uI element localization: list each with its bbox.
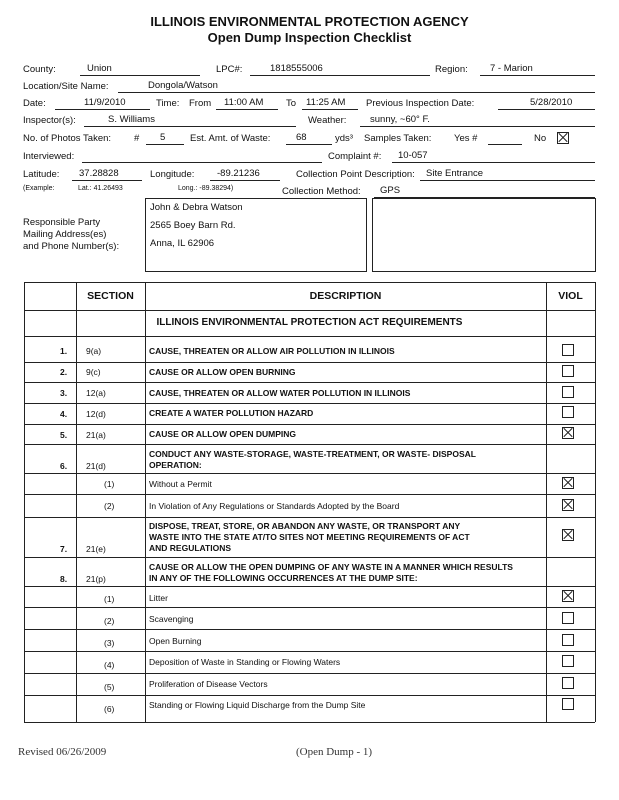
- row-4-viol-checkbox[interactable]: [562, 406, 574, 418]
- act-requirements-header: ILLINOIS ENVIRONMENTAL PROTECTION ACT REQUIREMENTS: [156, 317, 463, 328]
- row-6-section: 21(d): [86, 461, 106, 471]
- photos-value[interactable]: 5: [160, 132, 166, 143]
- latitude-value[interactable]: 37.28828: [79, 168, 119, 179]
- waste-label: Est. Amt. of Waste:: [190, 133, 271, 144]
- weather-label: Weather:: [308, 115, 347, 126]
- collection-method-label: Collection Method:: [282, 186, 361, 197]
- party-label-3: and Phone Number(s):: [23, 241, 120, 252]
- row-6-description-line-1: CONDUCT ANY WASTE-STORAGE, WASTE-TREATMENT, OR WASTE- DISPOSAL: [149, 449, 476, 459]
- row-5-section: 21(a): [86, 430, 106, 440]
- party-line-2: 2565 Boey Barn Rd.: [150, 220, 236, 231]
- waste-unit: yds³: [335, 133, 353, 144]
- party-line-1: John & Debra Watson: [150, 202, 243, 213]
- section-header: SECTION: [87, 290, 134, 302]
- waste-value[interactable]: 68: [296, 132, 307, 143]
- row-8-2-description: Scavenging: [149, 614, 194, 624]
- weather-value[interactable]: sunny, ~60° F.: [370, 114, 430, 125]
- date-value[interactable]: 11/9/2010: [84, 97, 126, 108]
- row-8-3-viol-checkbox[interactable]: [562, 634, 574, 646]
- description-header: DESCRIPTION: [309, 290, 382, 302]
- row-6-1-viol-checkbox[interactable]: [562, 477, 574, 489]
- row-8-3-description: Open Burning: [149, 636, 202, 646]
- row-7-viol-checkbox[interactable]: [562, 529, 574, 541]
- row-8-1-description: Litter: [149, 593, 168, 603]
- row-5-viol-checkbox[interactable]: [562, 427, 574, 439]
- row-8-6-viol-checkbox[interactable]: [562, 698, 574, 710]
- samples-label: Samples Taken:: [364, 133, 432, 144]
- longitude-value[interactable]: -89.21236: [217, 168, 260, 179]
- inspector-label: Inspector(s):: [23, 115, 76, 126]
- row-7-description-line-3: AND REGULATIONS: [149, 543, 232, 553]
- party-line-3: Anna, IL 62906: [150, 238, 215, 249]
- viol-header: VIOL: [558, 290, 583, 302]
- row-8-2-sub: (2): [104, 616, 115, 626]
- samples-no-label: No: [534, 133, 547, 144]
- row-6-2-sub: (2): [104, 501, 115, 511]
- prev-insp-label: Previous Inspection Date:: [366, 98, 475, 109]
- region-label: Region:: [435, 64, 468, 75]
- interviewed-label: Interviewed:: [23, 151, 75, 162]
- county-label: County:: [23, 64, 56, 75]
- row-8-description-line-2: IN ANY OF THE FOLLOWING OCCURRENCES AT THE DUMP SITE:: [149, 573, 418, 583]
- row-8-3-sub: (3): [104, 638, 115, 648]
- photos-hash: #: [134, 133, 140, 144]
- location-value[interactable]: Dongola/Watson: [148, 80, 218, 91]
- row-8-6-description: Standing or Flowing Liquid Discharge from the Dump Site: [149, 700, 366, 710]
- party-box-2[interactable]: [372, 198, 596, 272]
- row-8-description-line-1: CAUSE OR ALLOW THE OPEN DUMPING OF ANY WASTE IN A MANNER WHICH RESULTS: [149, 562, 513, 572]
- region-value[interactable]: 7 - Marion: [490, 63, 533, 74]
- to-label: To: [286, 98, 297, 109]
- time-to-value[interactable]: 11:25 AM: [306, 97, 346, 108]
- time-from-value[interactable]: 11:00 AM: [224, 97, 264, 108]
- row-7-number: 7.: [60, 544, 68, 554]
- row-3-description: CAUSE, THREATEN OR ALLOW WATER POLLUTION IN ILLINOIS: [149, 388, 411, 398]
- row-1-viol-checkbox[interactable]: [562, 344, 574, 356]
- party-label-1: Responsible Party: [23, 217, 101, 228]
- longitude-label: Longitude:: [150, 169, 195, 180]
- row-8-4-sub: (4): [104, 660, 115, 670]
- example-long: Long.: -89.38294): [178, 185, 234, 192]
- samples-no-checkbox[interactable]: [557, 132, 569, 144]
- row-2-viol-checkbox[interactable]: [562, 365, 574, 377]
- example-label: (Example:: [23, 185, 55, 192]
- row-8-4-viol-checkbox[interactable]: [562, 655, 574, 667]
- latitude-label: Latitude:: [23, 169, 60, 180]
- row-8-5-viol-checkbox[interactable]: [562, 677, 574, 689]
- example-lat: Lat.: 41.26493: [78, 185, 123, 192]
- prev-insp-value[interactable]: 5/28/2010: [530, 97, 573, 108]
- collection-point-label: Collection Point Description:: [296, 169, 415, 180]
- row-7-section: 21(e): [86, 544, 106, 554]
- row-3-number: 3.: [60, 388, 68, 398]
- row-8-1-viol-checkbox[interactable]: [562, 590, 574, 602]
- row-6-2-viol-checkbox[interactable]: [562, 499, 574, 511]
- party-label-2: Mailing Address(es): [23, 229, 107, 240]
- form-title: Open Dump Inspection Checklist: [207, 30, 412, 45]
- row-6-2-description: In Violation of Any Regulations or Standards Adopted by the Board: [149, 501, 400, 511]
- row-8-6-sub: (6): [104, 704, 115, 714]
- row-4-number: 4.: [60, 409, 68, 419]
- row-1-section: 9(a): [86, 346, 102, 356]
- row-2-section: 9(c): [86, 367, 101, 377]
- row-7-description-line-1: DISPOSE, TREAT, STORE, OR ABANDON ANY WASTE, OR TRANSPORT ANY: [149, 521, 461, 531]
- page-label: (Open Dump - 1): [296, 746, 373, 758]
- inspector-value[interactable]: S. Williams: [108, 114, 155, 125]
- county-value[interactable]: Union: [87, 63, 112, 74]
- row-4-section: 12(d): [86, 409, 106, 419]
- row-8-section: 21(p): [86, 574, 106, 584]
- row-6-1-description: Without a Permit: [149, 479, 212, 489]
- date-label: Date:: [23, 98, 46, 109]
- row-8-4-description: Deposition of Waste in Standing or Flowing Waters: [149, 657, 341, 667]
- row-8-5-sub: (5): [104, 682, 115, 692]
- row-4-description: CREATE A WATER POLLUTION HAZARD: [149, 408, 314, 418]
- row-8-2-viol-checkbox[interactable]: [562, 612, 574, 624]
- row-3-section: 12(a): [86, 388, 106, 398]
- row-6-1-sub: (1): [104, 479, 115, 489]
- collection-point-value[interactable]: Site Entrance: [426, 168, 484, 179]
- row-6-number: 6.: [60, 461, 68, 471]
- row-5-number: 5.: [60, 430, 68, 440]
- row-2-number: 2.: [60, 367, 68, 377]
- from-label: From: [189, 98, 212, 109]
- row-3-viol-checkbox[interactable]: [562, 386, 574, 398]
- location-label: Location/Site Name:: [23, 81, 109, 92]
- complaint-value[interactable]: 10-057: [398, 150, 428, 161]
- row-5-description: CAUSE OR ALLOW OPEN DUMPING: [149, 429, 297, 439]
- agency-title: ILLINOIS ENVIRONMENTAL PROTECTION AGENCY: [150, 14, 469, 29]
- lpc-value[interactable]: 1818555006: [270, 63, 323, 74]
- row-6-description-line-2: OPERATION:: [149, 460, 202, 470]
- row-8-1-sub: (1): [104, 594, 115, 604]
- collection-method-value[interactable]: GPS: [380, 185, 401, 196]
- row-2-description: CAUSE OR ALLOW OPEN BURNING: [149, 367, 296, 377]
- row-1-description: CAUSE, THREATEN OR ALLOW AIR POLLUTION IN ILLINOIS: [149, 346, 395, 356]
- revised-date: Revised 06/26/2009: [18, 746, 107, 758]
- row-1-number: 1.: [60, 346, 68, 356]
- row-8-5-description: Proliferation of Disease Vectors: [149, 679, 268, 689]
- photos-label: No. of Photos Taken:: [23, 133, 112, 144]
- lpc-label: LPC#:: [216, 64, 243, 75]
- complaint-label: Complaint #:: [328, 151, 382, 162]
- samples-yes-label: Yes #: [454, 133, 478, 144]
- time-label: Time:: [156, 98, 180, 109]
- row-8-number: 8.: [60, 574, 68, 584]
- row-7-description-line-2: WASTE INTO THE STATE AT/TO SITES NOT MEETING REQUIREMENTS OF ACT: [149, 532, 470, 542]
